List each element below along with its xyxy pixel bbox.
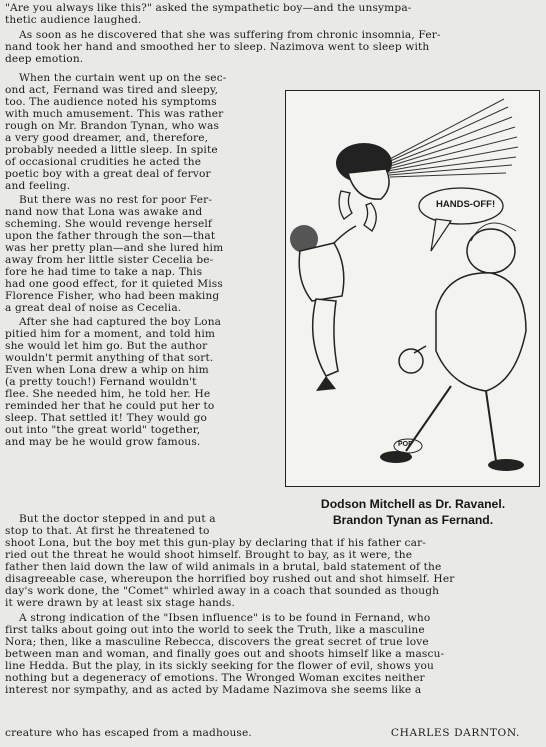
text-line: Florence Fisher, who had been making: [5, 290, 220, 302]
text-line: As soon as he discovered that she was suffering from chronic insomnia, Fer-: [19, 29, 441, 41]
text-line: ond act, Fernand was tired and sleepy,: [5, 84, 219, 96]
text-line: a great deal of noise as Cecelia.: [5, 302, 182, 314]
text-line: wouldn't permit anything of that sort.: [5, 352, 214, 364]
text-line: But the doctor stepped in and put a: [19, 513, 216, 525]
text-line: disagreeable case, whereupon the horrified boy rushed out and shot himself. Her: [5, 573, 455, 585]
text-line: a very good dreamer, and, therefore,: [5, 132, 209, 144]
author-signature: CHARLES DARNTON.: [390, 727, 520, 739]
text-line: interest nor sympathy, and as acted by Madame Nazimova she seems like a: [5, 684, 422, 696]
text-line: and feeling.: [5, 180, 71, 192]
text-line: shoot Lona, but the boy met this gun-play by declaring that if his father car-: [5, 537, 427, 549]
text-line: thetic audience laughed.: [5, 14, 142, 26]
text-line: (a pretty touch!) Fernand wouldn't: [5, 376, 197, 388]
text-line: deep emotion.: [5, 53, 84, 65]
text-line: nand took her hand and smoothed her to sleep. Nazimova went to sleep with: [5, 41, 430, 53]
text-line: ried out the threat he would shoot himself. Brought to bay, as it were, the: [5, 549, 413, 561]
text-line: first talks about going out into the world to seek the Truth, like a masculine: [5, 624, 425, 636]
text-line: fore he had time to take a nap. This: [5, 266, 203, 278]
text-line: with much amusement. This was rather: [5, 108, 224, 120]
text-line: stop to that. At first he threatened to: [5, 525, 210, 537]
text-line: creature who has escaped from a madhouse.: [5, 727, 252, 739]
text-line: had one good effect, for it quieted Miss: [5, 278, 223, 290]
text-line: poetic boy with a great deal of fervor: [5, 168, 211, 180]
text-line: between man and woman, and finally goes out and shoots himself like a mascu-: [5, 648, 445, 660]
text-line: probably needed a little sleep. In spite: [5, 144, 218, 156]
text-line: Even when Lona drew a whip on him: [5, 364, 209, 376]
text-line: upon the father through the son—that: [5, 230, 216, 242]
cartoon-illustration: [285, 90, 540, 487]
text-line: nand now that Lona was awake and: [5, 206, 203, 218]
caption-line-2: Brandon Tynan as Fernand.: [332, 513, 494, 527]
text-line: pitied him for a moment, and told him: [5, 328, 216, 340]
text-line: But there was no rest for poor Fer-: [19, 194, 213, 206]
caption-line-1: Dodson Mitchell as Dr. Ravanel.: [320, 497, 506, 511]
text-line: line Hedda. But the play, in its sickly seeking for the flower of evil, shows you: [5, 660, 434, 672]
text-line: nothing but a degeneracy of emotions. The Wronged Woman excites neither: [5, 672, 425, 684]
text-line: rough on Mr. Brandon Tynan, who was: [5, 120, 220, 132]
speech-bubble-text: HANDS-OFF!: [436, 199, 496, 210]
text-line: scheming. She would revenge herself: [5, 218, 213, 230]
text-line: and may be he would grow famous.: [5, 436, 201, 448]
cartoon-drawing: [286, 91, 539, 486]
text-line: Nora; then, like a masculine Rebecca, discovers the great secret of true love: [5, 636, 429, 648]
text-line: out into "the great world" together,: [5, 424, 201, 436]
text-line: father then laid down the law of wild animals in a brutal, bald statement of the: [5, 561, 442, 573]
text-line: it were drawn by at least six stage hands.: [5, 597, 236, 609]
text-line: day's work done, the "Comet" whirled away in a coach that sounded as though: [5, 585, 440, 597]
text-line: reminded her that he could put her to: [5, 400, 215, 412]
text-line: too. The audience noted his symptoms: [5, 96, 217, 108]
text-line: After she had captured the boy Lona: [19, 316, 222, 328]
text-line: A strong indication of the "Ibsen influence" is to be found in Fernand, who: [19, 612, 431, 624]
text-line: sleep. That settled it! They would go: [5, 412, 208, 424]
text-line: When the curtain went up on the sec-: [19, 72, 227, 84]
text-line: she would let him go. But the author: [5, 340, 208, 352]
text-line: "Are you always like this?" asked the sympathetic boy—and the unsympa-: [5, 2, 412, 14]
text-line: was her pretty plan—and she lured him: [5, 242, 224, 254]
text-line: away from her little sister Cecelia be-: [5, 254, 214, 266]
text-line: of occasional crudities he acted the: [5, 156, 202, 168]
artist-mark: POP: [398, 441, 413, 448]
text-line: flee. She needed him, he told her. He: [5, 388, 211, 400]
